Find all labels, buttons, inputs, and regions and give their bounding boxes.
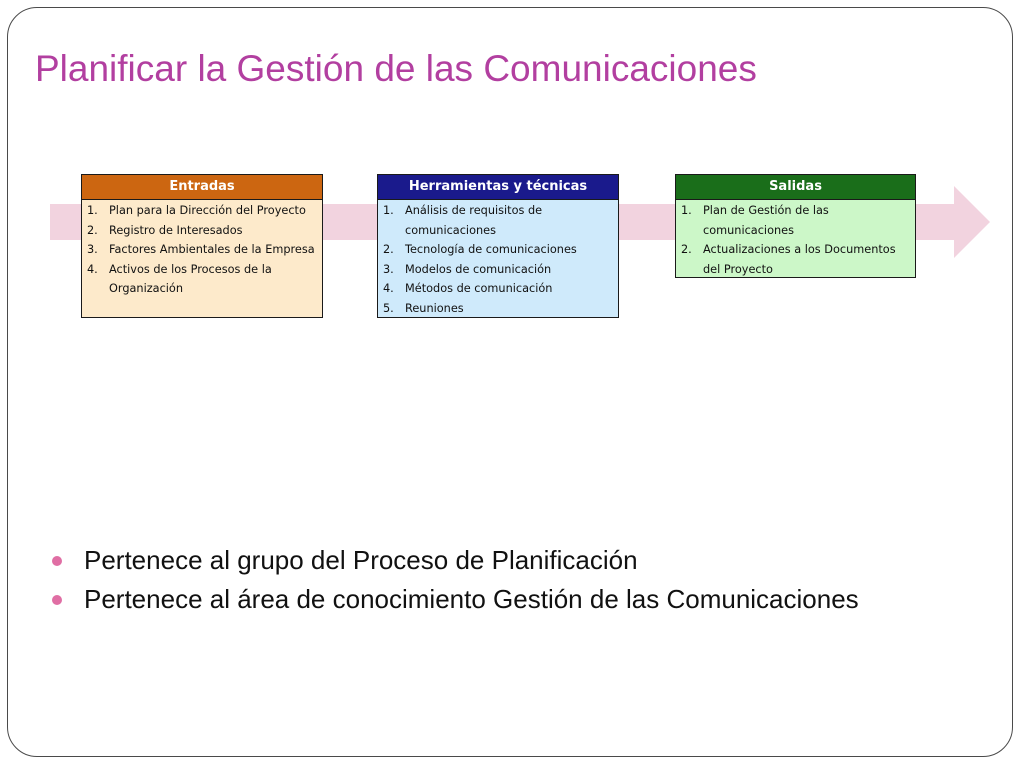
slide-title: Planificar la Gestión de las Comunicaciones bbox=[35, 48, 757, 89]
bullet-text: Pertenece al área de conocimiento Gestión de las Comunicaciones bbox=[84, 584, 859, 614]
list-item: 1. Plan de Gestión de las comunicaciones bbox=[681, 204, 829, 237]
outputs-header: Salidas bbox=[676, 175, 915, 200]
list-item: 4. Activos de los Procesos de la Organización bbox=[87, 262, 272, 296]
list-item: 2. Actualizaciones a los Documentos del Proyecto bbox=[681, 243, 896, 276]
outputs-box bbox=[675, 174, 916, 278]
bullet-dot-icon bbox=[52, 556, 62, 566]
tools-techniques-header: Herramientas y técnicas bbox=[378, 175, 618, 200]
list-item: 2. Tecnología de comunicaciones bbox=[383, 243, 577, 257]
list-item: 4. Métodos de comunicación bbox=[383, 282, 553, 296]
list-item: 2. Registro de Interesados bbox=[87, 223, 243, 237]
list-item: 5. Reuniones bbox=[383, 301, 464, 315]
bullet-dot-icon bbox=[52, 595, 62, 605]
bullet-list bbox=[52, 541, 859, 619]
slide-frame bbox=[7, 7, 1013, 757]
bullet-item bbox=[52, 580, 859, 619]
tools-techniques-box bbox=[377, 174, 619, 318]
list-item: 1. Análisis de requisitos de comunicaciones bbox=[383, 204, 543, 237]
list-item: 1. Plan para la Dirección del Proyecto bbox=[87, 204, 306, 217]
inputs-box bbox=[81, 174, 323, 318]
inputs-header: Entradas bbox=[82, 175, 322, 200]
bullet-item bbox=[52, 541, 859, 580]
bullet-text: Pertenece al grupo del Proceso de Planificación bbox=[84, 545, 638, 575]
list-item: 3. Modelos de comunicación bbox=[383, 262, 552, 276]
list-item: 3. Factores Ambientales de la Empresa bbox=[87, 243, 315, 257]
